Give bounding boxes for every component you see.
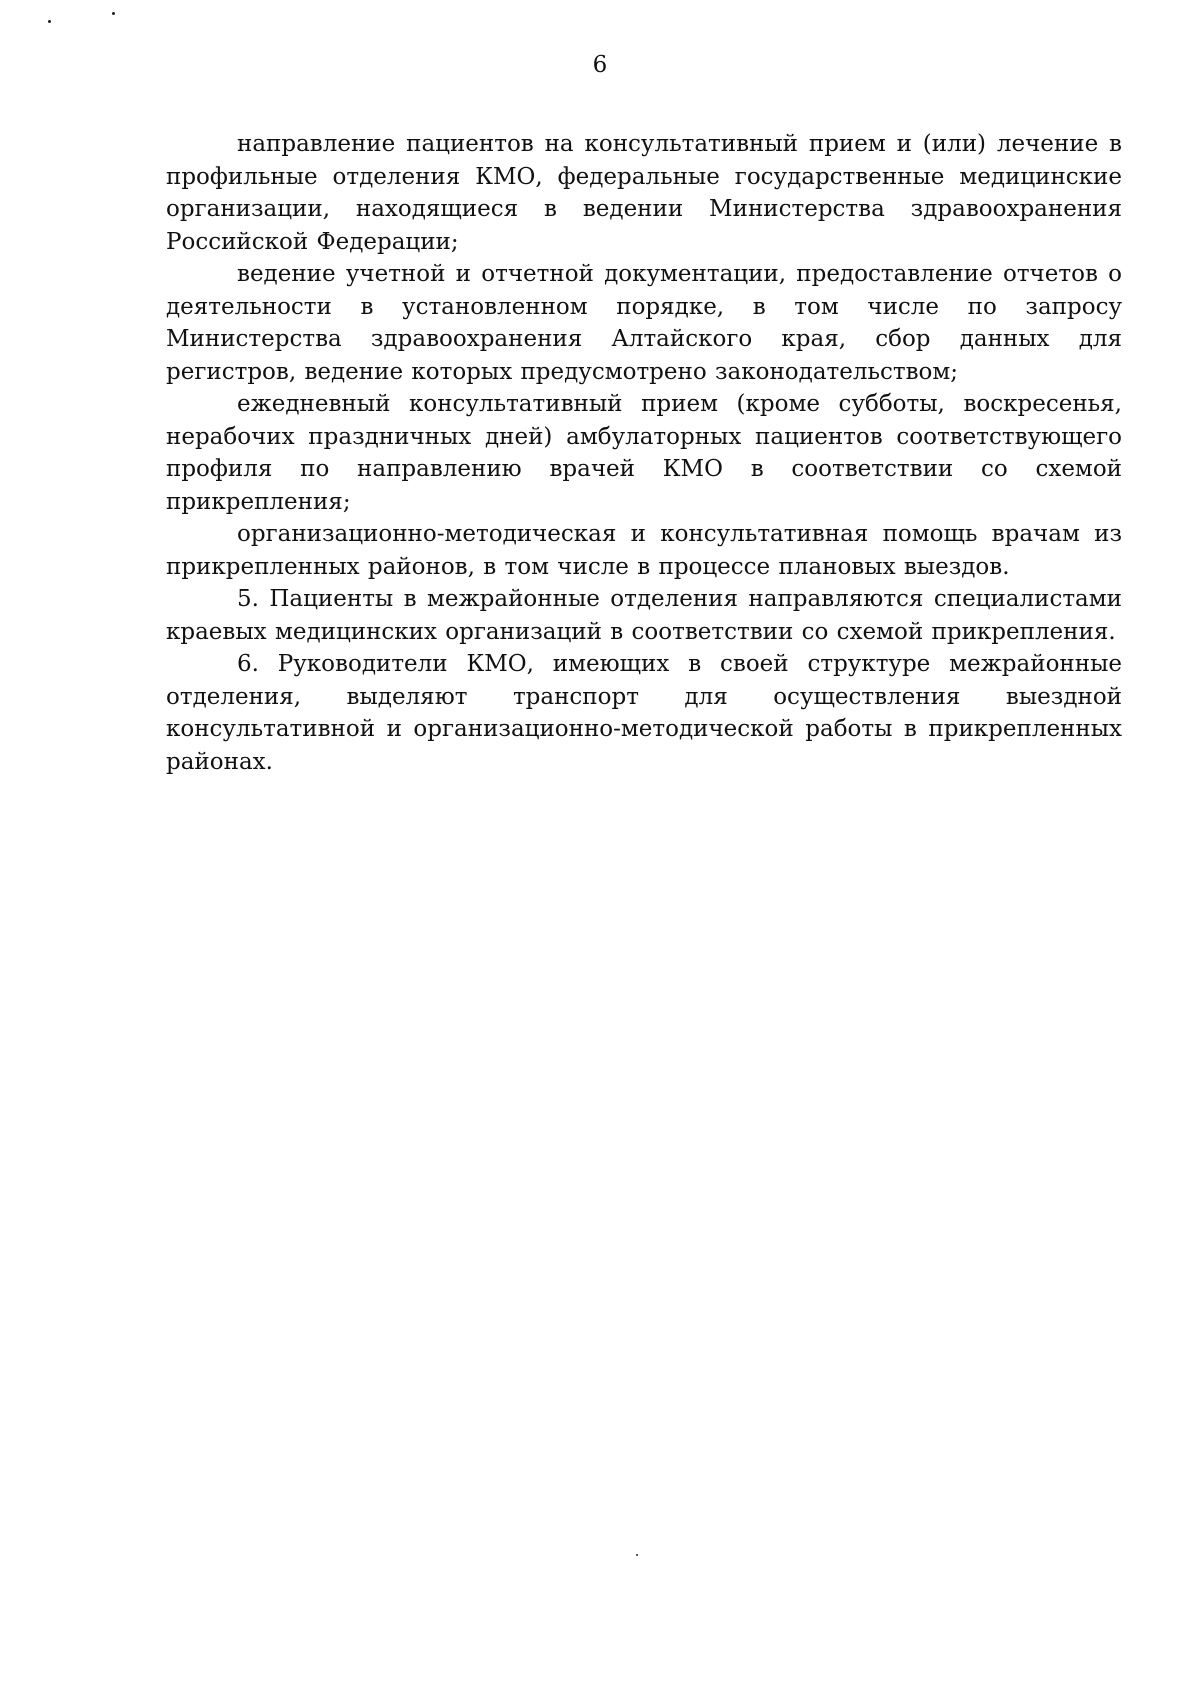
scan-speck <box>48 20 51 23</box>
scan-speck <box>636 1554 638 1556</box>
paragraph-item-5: 5. Пациенты в межрайонные отделения направляются специалистами краевых медицинских организаций в соответствии со схемой прикрепления. <box>166 586 1122 645</box>
page-number: 6 <box>592 52 608 78</box>
paragraph-documentation: ведение учетной и отчетной документации, предоставление отчетов о деятельности в установленном порядке, в том числе по запросу Министерства здравоохранения Алтайского края, сбор данных для регистров, ведение которых предусмотрено законодательством; <box>166 261 1122 385</box>
paragraph-methodical-assistance: организационно-методическая и консультативная помощь врачам из прикрепленных районов, в том числе в процессе плановых выездов. <box>166 521 1122 580</box>
paragraph-daily-consultation: ежедневный консультативный прием (кроме субботы, воскресенья, нерабочих праздничных дней) амбулаторных пациентов соответствующего профиля по направлению врачей КМО в соответствии со схемой прикрепления; <box>166 391 1122 515</box>
paragraph-item-6: 6. Руководители КМО, имеющих в своей структуре межрайонные отделения, выделяют транспорт для осуществления выездной консультативной и организационно-методической работы в прикрепленных районах. <box>166 651 1122 775</box>
scan-speck <box>112 12 115 15</box>
paragraph-referral: направление пациентов на консультативный прием и (или) лечение в профильные отделения КМО, федеральные государственные медицинские организации, находящиеся в ведении Министерства здравоохранения Российской Федерации; <box>166 131 1122 255</box>
document-body <box>166 128 1122 778</box>
